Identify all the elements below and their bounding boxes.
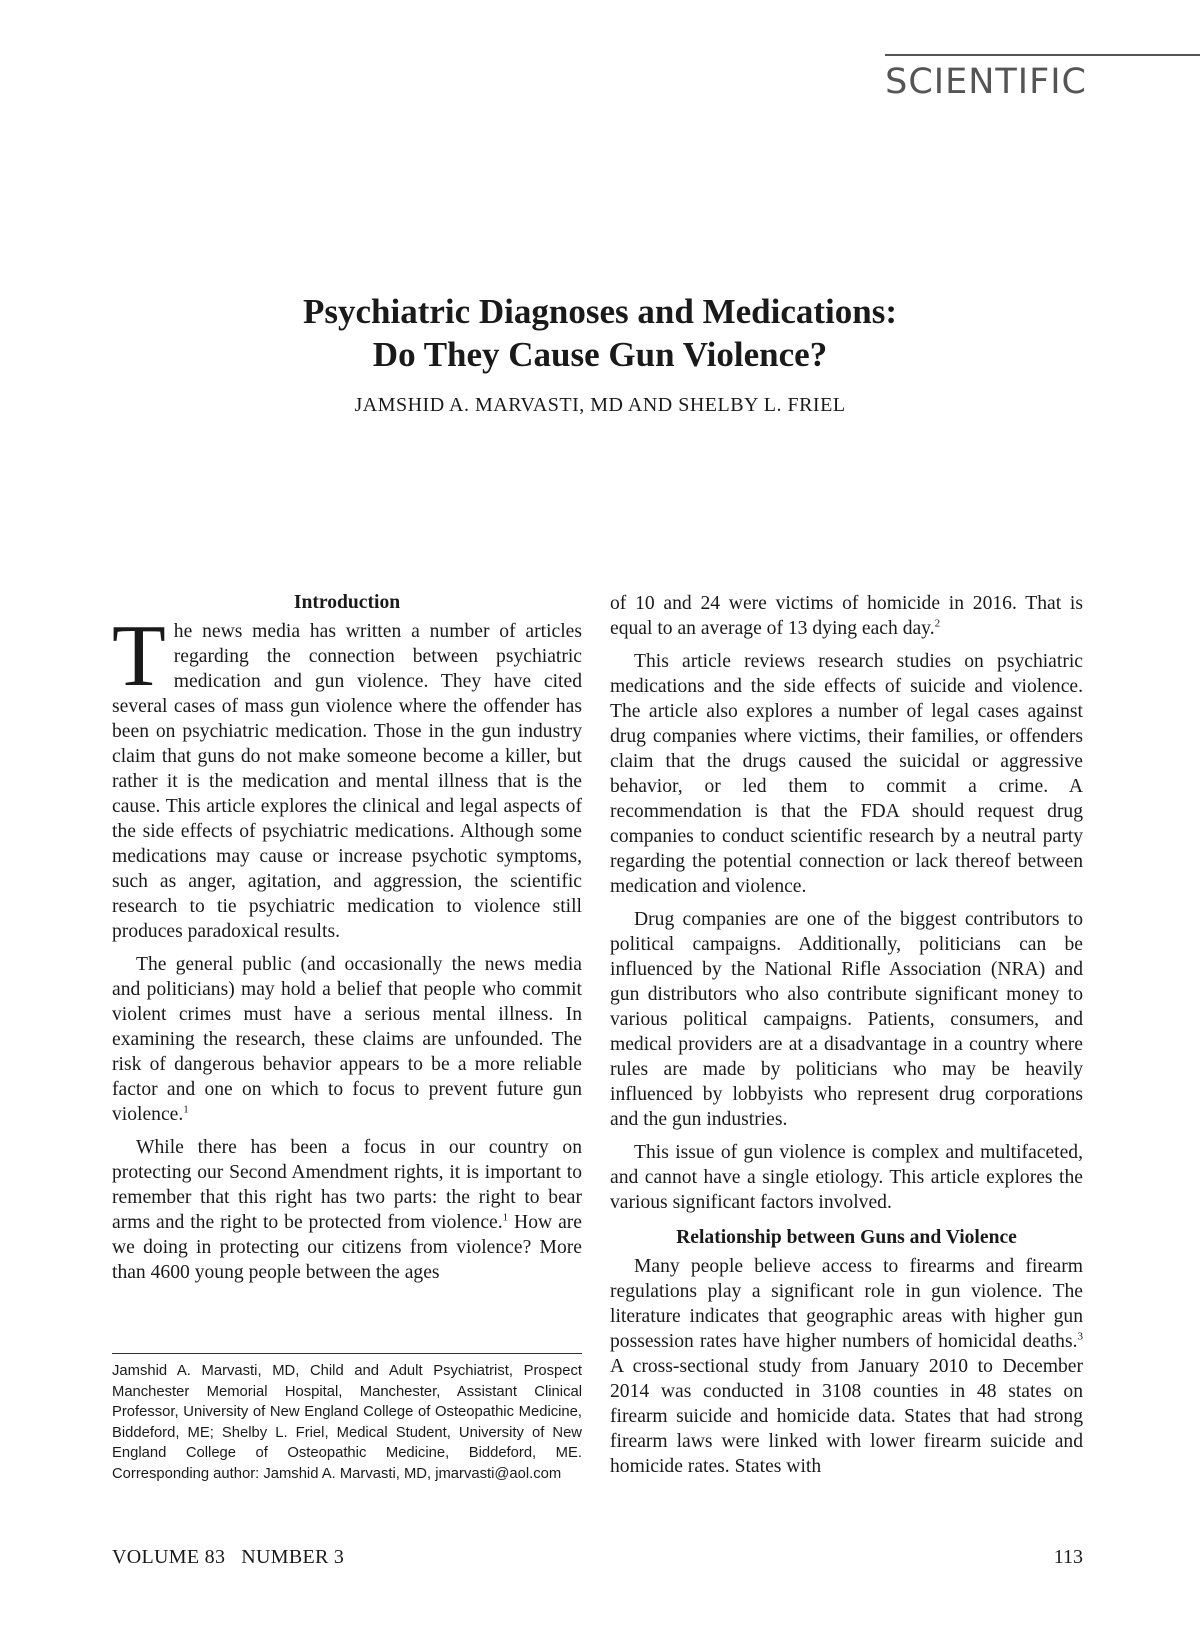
paragraph-text: of 10 and 24 were victims of homicide in 2016. That is equal to an average of 13 dying each day.	[610, 593, 1083, 639]
article-title-line-1: Psychiatric Diagnoses and Medications:	[302, 292, 897, 331]
section-heading: Relationship between Guns and Violence	[676, 1227, 1017, 1248]
reference-marker[interactable]: 3	[1077, 1330, 1083, 1343]
paragraph-text: How are we doing in protecting our citizens from violence? More than 4600 young people between the ages	[112, 1212, 582, 1283]
reference-marker[interactable]: 1	[502, 1211, 509, 1224]
paragraph-text: Many people believe access to firearms and firearm regulations play a significant role in gun violence. The literature indicates that geographic areas with higher gun possession rates have higher numbers of homicidal deaths.	[610, 1256, 1083, 1352]
paragraph	[610, 1254, 1083, 1479]
paragraph: This issue of gun violence is complex and multifaceted, and cannot have a single etiology. This article explores the various significant factors involved.	[610, 1142, 1083, 1213]
footer-volume-info	[112, 1546, 344, 1569]
reference-marker[interactable]: 2	[934, 617, 941, 630]
article-title-line-2: Do They Cause Gun Violence?	[372, 335, 828, 374]
paragraph	[112, 608, 582, 944]
article-title	[0, 290, 1200, 376]
header-rule	[885, 54, 1200, 56]
paragraph	[112, 952, 582, 1127]
paragraph: Drug companies are one of the biggest contributors to political campaigns. Additionally, politicians can be influenced by the National Rifle Association (NRA) and gun distributors who also contribute significant money to various political campaigns. Patients, consumers, and medical providers are at a disadvantage in a country where rules are made by politicians who may be heavily influenced by lobbyists who represent drug corporations and the gun industries.	[610, 909, 1083, 1130]
introduction-heading: Introduction	[293, 592, 401, 613]
paragraph-text: The general public (and occasionally the news media and politicians) may hold a belief that people who commit violent crimes must have a serious mental illness. In examining the research, these claims are unfounded. The risk of dangerous behavior appears to be a more reliable factor and one on which to focus to prevent future gun violence.	[112, 954, 582, 1125]
paragraph-text: A cross-sectional study from January 2010 to December 2014 was conducted in 3108 counties in 48 states on firearm suicide and homicide data. States that had strong firearm laws were linked with lower firearm suicide and homicide rates. States with	[610, 1356, 1083, 1477]
footnote-rule	[112, 1353, 582, 1354]
reference-marker[interactable]: 1	[183, 1103, 189, 1116]
section-label: SCIENTIFIC	[885, 62, 1087, 102]
paragraph: This article reviews research studies on psychiatric medications and the side effects of suicide and violence. The article also explores a number of legal cases against drug companies where victims, their families, or offenders claim that the drugs caused the suicidal or aggressive behavior, or led them to commit a crime. A recommendation is that the FDA should request drug companies to conduct scientific research by a neutral party regarding the potential connection or lack thereof between medication and violence.	[610, 651, 1083, 897]
volume-label: VOLUME 83	[112, 1546, 226, 1568]
page-number: 113	[1053, 1546, 1083, 1568]
paragraph	[610, 591, 1083, 641]
paragraph-text: he news media has written a number of articles regarding the connection between psychiatric medication and gun violence. They have cited several cases of mass gun violence where the offender has been on psychiatric medication. Those in the gun industry claim that guns do not make someone become a killer, but rather it is the medication and mental illness that is the cause. This article explores the clinical and legal aspects of the side effects of psychiatric medications. Although some medications may cause or increase psychotic symptoms, such as anger, agitation, and aggression, the scientific research to tie psychiatric medication to violence still produces paradoxical results.	[112, 621, 582, 942]
author-footnote: Jamshid A. Marvasti, MD, Child and Adult Psychiatrist, Prospect Manchester Memorial Hospital, Manchester, Assistant Clinical Professor, University of New England College of Osteopathic Medicine, Biddeford, ME; Shelby L. Friel, Medical Student, University of New England College of Osteopathic Medicine, Biddeford, ME. Corresponding author: Jamshid A. Marvasti, MD, jmarvasti@aol.com	[112, 1363, 582, 1482]
drop-cap: T	[112, 608, 166, 705]
article-authors: JAMSHID A. MARVASTI, MD AND SHELBY L. FRIEL	[354, 394, 846, 416]
right-column	[610, 591, 1083, 1487]
paragraph-text: While there has been a focus in our country on protecting our Second Amendment rights, it is important to remember that this right has two parts: the right to bear arms and the right to be protected from violence.	[112, 1137, 582, 1233]
issue-number-label: NUMBER 3	[241, 1546, 345, 1568]
left-column	[112, 590, 582, 1293]
paragraph	[112, 1135, 582, 1285]
